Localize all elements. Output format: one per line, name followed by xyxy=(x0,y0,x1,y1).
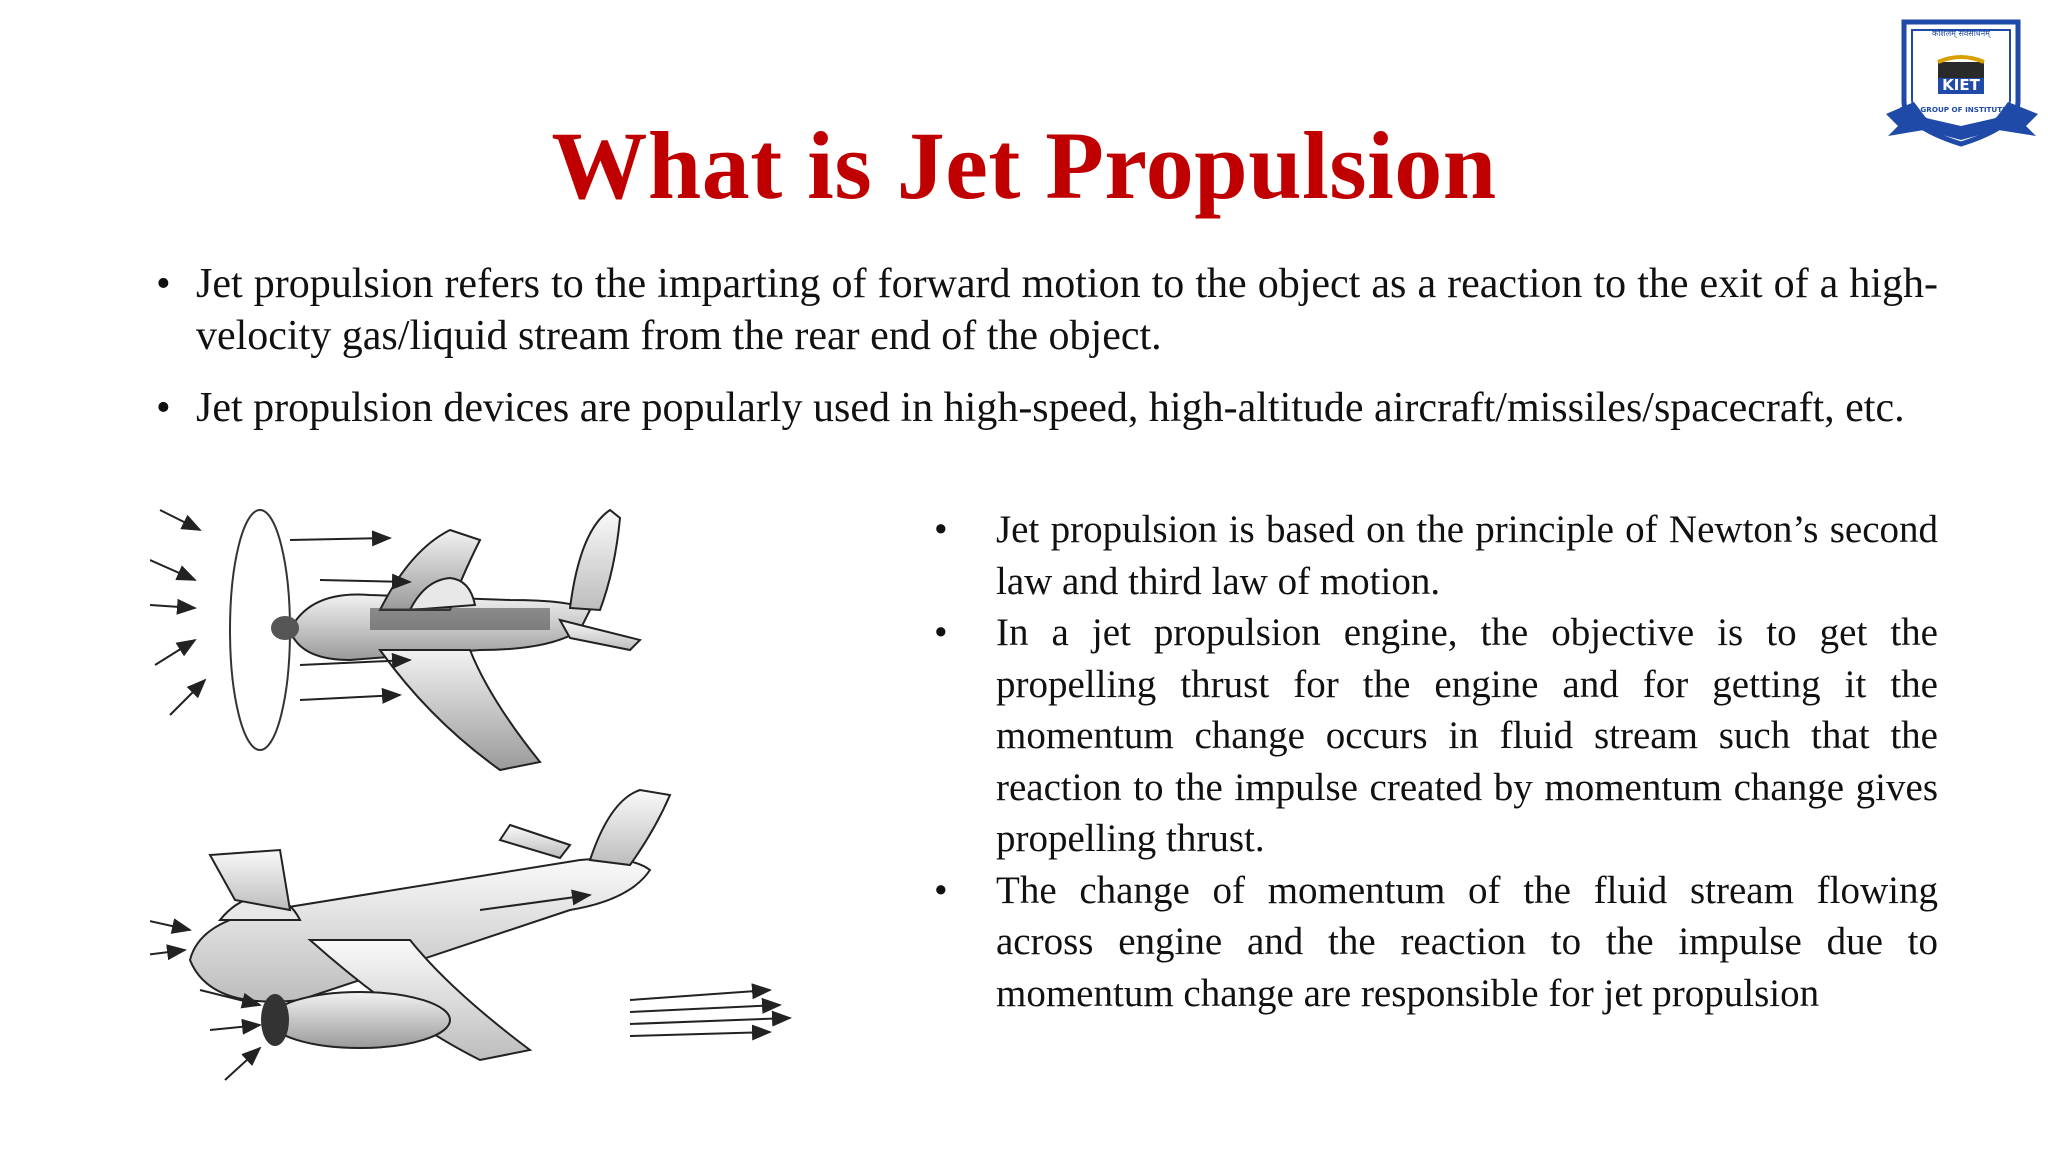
right-bullet-list xyxy=(934,504,1938,1019)
aircraft-illustration xyxy=(150,500,850,1110)
bullet-text: The change of momentum of the fluid stream flowing across engine and the reaction to the impulse due to momentum change are responsible for jet propulsion xyxy=(996,868,1938,1015)
bullet-symbol: • xyxy=(934,611,948,654)
bullet-text: Jet propulsion devices are popularly used in high-speed, high-altitude aircraft/missiles/spacecraft, etc. xyxy=(196,385,1905,431)
bullet-item xyxy=(934,607,1938,865)
logo-badge: KIET xyxy=(1942,76,1980,94)
bullet-item xyxy=(156,258,1938,362)
bullet-symbol: • xyxy=(156,385,171,431)
logo-motto: कौशलम् सर्वसाधनम् xyxy=(1932,29,1990,38)
bullet-item xyxy=(934,504,1938,607)
bullet-symbol: • xyxy=(934,508,948,551)
bullet-item xyxy=(934,865,1938,1020)
bullet-item xyxy=(156,382,1938,434)
top-bullet-list xyxy=(156,258,1938,434)
bullet-symbol: • xyxy=(934,868,948,912)
bullet-text: In a jet propulsion engine, the objective is to get the propelling thrust for the engine and for getting it the momentum change occurs in fluid stream such that the reaction to the impulse created by momentum change gives propelling thrust. xyxy=(996,611,1938,860)
logo-name: KIET GROUP OF INSTITUTIONS xyxy=(1899,105,2023,114)
slide-title: What is Jet Propulsion xyxy=(551,112,1497,219)
jet-plane xyxy=(150,790,790,1080)
propeller-plane xyxy=(150,510,640,770)
bullet-text: Jet propulsion is based on the principle of Newton’s second law and third law of motion. xyxy=(996,508,1938,603)
bullet-text: Jet propulsion refers to the imparting of forward motion to the object as a reaction to the exit of a high-velocity gas/liquid stream from the rear end of the object. xyxy=(196,261,1938,359)
bullet-symbol: • xyxy=(156,261,171,307)
